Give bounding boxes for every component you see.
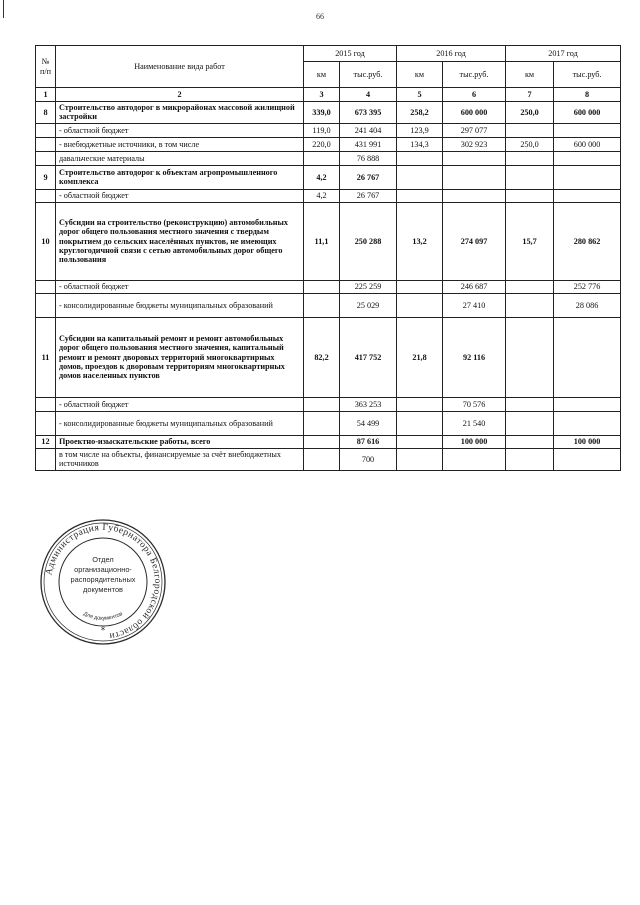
row-value	[506, 435, 554, 448]
row-name: Субсидии на строительство (реконструкцию) автомобильных дорог общего пользования местного значения с твердым покрытием до сельских населённых пунктов, не имеющих круглогодичной связи с сетью автомобильных дорог общего пользования	[56, 202, 304, 280]
row-value: 280 862	[554, 202, 621, 280]
row-value: 123,9	[397, 123, 443, 137]
header-year-2016: 2016 год	[397, 46, 506, 62]
table-row	[36, 397, 621, 411]
row-value: 82,2	[304, 317, 340, 397]
col-index: 2	[56, 88, 304, 102]
table-row	[36, 411, 621, 435]
table-row	[36, 280, 621, 293]
row-name: Строительство автодорог к объектам агропромышленного комплекса	[56, 165, 304, 189]
row-value: 27 410	[443, 293, 506, 317]
row-value: 54 499	[340, 411, 397, 435]
row-value: 339,0	[304, 102, 340, 124]
col-index: 6	[443, 88, 506, 102]
row-value	[397, 435, 443, 448]
row-value	[554, 151, 621, 165]
stamp-outer-text: Администрация Губернатора Белгородской области	[44, 522, 163, 641]
header-year-2017: 2017 год	[506, 46, 621, 62]
row-value: 700	[340, 448, 397, 470]
row-name: - консолидированные бюджеты муниципальных образований	[56, 293, 304, 317]
stamp-center-line: распорядительных	[70, 575, 136, 584]
row-value	[397, 280, 443, 293]
table-row	[36, 137, 621, 151]
row-value: 4,2	[304, 165, 340, 189]
row-value	[397, 397, 443, 411]
row-number	[36, 123, 56, 137]
row-value	[443, 189, 506, 202]
row-value: 297 077	[443, 123, 506, 137]
row-value: 4,2	[304, 189, 340, 202]
row-value: 600 000	[554, 102, 621, 124]
row-value	[506, 448, 554, 470]
row-number	[36, 293, 56, 317]
row-name: - областной бюджет	[56, 123, 304, 137]
row-number	[36, 280, 56, 293]
row-number	[36, 448, 56, 470]
row-value	[506, 151, 554, 165]
row-number	[36, 137, 56, 151]
page-number: 66	[316, 12, 324, 21]
row-number: 10	[36, 202, 56, 280]
row-value	[443, 165, 506, 189]
row-value: 417 752	[340, 317, 397, 397]
row-number	[36, 189, 56, 202]
row-value	[506, 397, 554, 411]
row-name: - областной бюджет	[56, 397, 304, 411]
row-value	[554, 397, 621, 411]
row-value	[506, 280, 554, 293]
table-row	[36, 123, 621, 137]
row-value	[506, 411, 554, 435]
row-value: 26 767	[340, 189, 397, 202]
row-value: 252 776	[554, 280, 621, 293]
col-index: 3	[304, 88, 340, 102]
row-value: 11,1	[304, 202, 340, 280]
row-value: 241 404	[340, 123, 397, 137]
row-value: 258,2	[397, 102, 443, 124]
row-value: 134,3	[397, 137, 443, 151]
row-name: - областной бюджет	[56, 280, 304, 293]
row-number: 11	[36, 317, 56, 397]
col-index: 1	[36, 88, 56, 102]
row-value	[397, 151, 443, 165]
row-value	[397, 411, 443, 435]
row-value: 100 000	[554, 435, 621, 448]
table-row	[36, 189, 621, 202]
row-number	[36, 397, 56, 411]
row-value	[304, 280, 340, 293]
row-value	[506, 189, 554, 202]
header-rub: тыс.руб.	[340, 62, 397, 88]
row-value	[554, 411, 621, 435]
row-value	[304, 293, 340, 317]
table-row	[36, 448, 621, 470]
row-name: Строительство автодорог в микрорайонах массовой жилищной застройки	[56, 102, 304, 124]
row-value: 225 259	[340, 280, 397, 293]
row-value	[554, 189, 621, 202]
row-value	[506, 123, 554, 137]
row-value: 119,0	[304, 123, 340, 137]
row-value: 250,0	[506, 137, 554, 151]
row-value: 76 888	[340, 151, 397, 165]
row-value: 87 616	[340, 435, 397, 448]
row-number	[36, 151, 56, 165]
row-name: Проектно-изыскательские работы, всего	[56, 435, 304, 448]
col-index: 8	[554, 88, 621, 102]
row-value: 673 395	[340, 102, 397, 124]
row-number: 12	[36, 435, 56, 448]
stamp-center-line: Отдел	[92, 555, 114, 564]
row-value	[554, 165, 621, 189]
table-row	[36, 165, 621, 189]
official-stamp	[38, 517, 168, 647]
row-name: - областной бюджет	[56, 189, 304, 202]
row-value	[506, 317, 554, 397]
row-value	[443, 448, 506, 470]
header-year-2015: 2015 год	[304, 46, 397, 62]
row-value: 250 288	[340, 202, 397, 280]
header-rub: тыс.руб.	[443, 62, 506, 88]
row-value	[554, 448, 621, 470]
col-index: 5	[397, 88, 443, 102]
row-value	[443, 151, 506, 165]
row-value: 70 576	[443, 397, 506, 411]
row-value: 21,8	[397, 317, 443, 397]
row-name: в том числе на объекты, финансируемые за счёт внебюджетных источников	[56, 448, 304, 470]
table-row	[36, 102, 621, 124]
header-num: № п/п	[36, 46, 56, 88]
row-value: 250,0	[506, 102, 554, 124]
row-value: 100 000	[443, 435, 506, 448]
row-value	[304, 151, 340, 165]
row-value: 15,7	[506, 202, 554, 280]
row-value: 600 000	[443, 102, 506, 124]
row-value: 92 116	[443, 317, 506, 397]
row-value	[304, 435, 340, 448]
header-km: км	[397, 62, 443, 88]
stamp-center-line: организационно-	[74, 565, 132, 574]
row-name: - консолидированные бюджеты муниципальных образований	[56, 411, 304, 435]
row-value	[304, 448, 340, 470]
row-value	[397, 448, 443, 470]
row-value: 246 687	[443, 280, 506, 293]
col-index: 7	[506, 88, 554, 102]
row-number	[36, 411, 56, 435]
row-name: давальческие материалы	[56, 151, 304, 165]
row-name: - внебюджетные источники, в том числе	[56, 137, 304, 151]
table-row	[36, 151, 621, 165]
row-value	[554, 317, 621, 397]
row-value: 431 991	[340, 137, 397, 151]
row-value	[397, 293, 443, 317]
row-value: 13,2	[397, 202, 443, 280]
stamp-center-line: документов	[83, 585, 123, 594]
row-value	[506, 165, 554, 189]
row-value	[304, 411, 340, 435]
table-row	[36, 293, 621, 317]
row-value	[397, 165, 443, 189]
stamp-star: *	[100, 626, 106, 636]
row-value: 26 767	[340, 165, 397, 189]
col-index: 4	[340, 88, 397, 102]
row-value	[554, 123, 621, 137]
row-value: 600 000	[554, 137, 621, 151]
row-value: 363 253	[340, 397, 397, 411]
row-number: 8	[36, 102, 56, 124]
row-value: 220,0	[304, 137, 340, 151]
row-value: 28 086	[554, 293, 621, 317]
table-body	[36, 102, 621, 471]
row-value: 274 097	[443, 202, 506, 280]
row-value: 21 540	[443, 411, 506, 435]
row-value	[397, 189, 443, 202]
header-rub: тыс.руб.	[554, 62, 621, 88]
table-row	[36, 202, 621, 280]
header-km: км	[506, 62, 554, 88]
header-km: км	[304, 62, 340, 88]
svg-text:Для документов	[82, 611, 123, 622]
row-value	[506, 293, 554, 317]
row-value	[304, 397, 340, 411]
row-name: Субсидии на капитальный ремонт и ремонт автомобильных дорог общего пользования местного значения, капитальный ремонт и ремонт дворовых территорий многоквартирных домов, проездов к дворовым территориям многоквартирных домов населенных пунктов	[56, 317, 304, 397]
works-table	[35, 45, 621, 471]
header-name: Наименование вида работ	[56, 46, 304, 88]
table-row	[36, 317, 621, 397]
row-value: 302 923	[443, 137, 506, 151]
row-value: 25 029	[340, 293, 397, 317]
table-row	[36, 435, 621, 448]
row-number: 9	[36, 165, 56, 189]
stamp-bottom-text: Для документов	[82, 611, 124, 622]
